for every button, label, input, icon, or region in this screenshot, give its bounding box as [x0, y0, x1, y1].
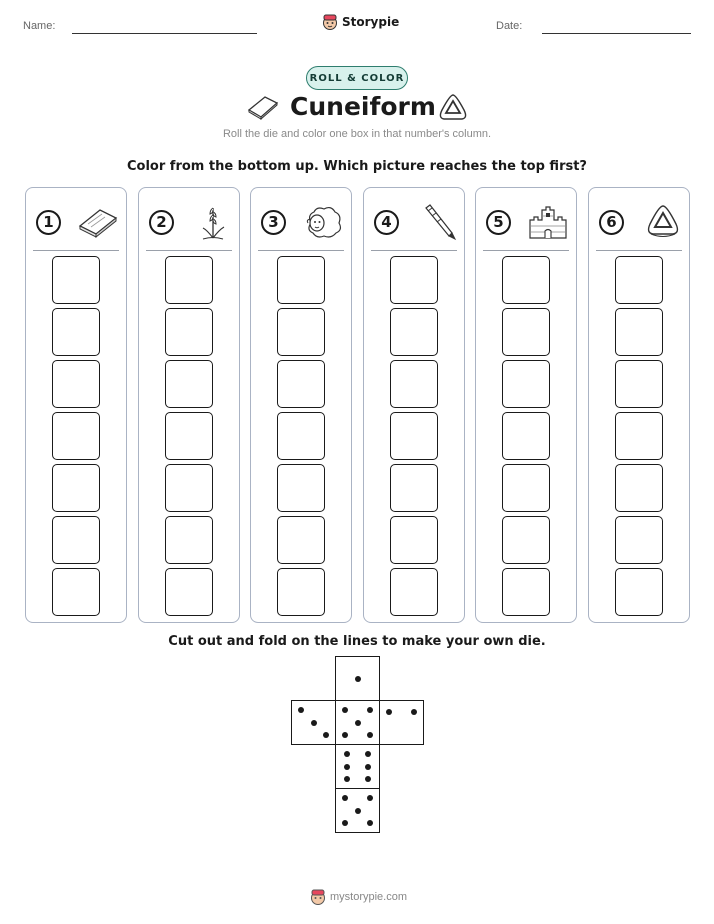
color-box[interactable]: [390, 412, 438, 460]
color-box[interactable]: [52, 360, 100, 408]
name-label: Name:: [23, 20, 56, 32]
sheep-icon: [301, 203, 345, 241]
instruction-heading: Color from the bottom up. Which picture reaches the top first?: [127, 159, 587, 174]
color-box[interactable]: [277, 568, 325, 616]
storypie-mascot-icon: [322, 13, 338, 31]
die-face-6: [335, 744, 380, 789]
color-box[interactable]: [390, 464, 438, 512]
color-box[interactable]: [502, 516, 550, 564]
column-number: 2: [149, 210, 174, 235]
color-box[interactable]: [277, 464, 325, 512]
color-box[interactable]: [52, 308, 100, 356]
color-box[interactable]: [502, 568, 550, 616]
color-box[interactable]: [615, 412, 663, 460]
column-1: [25, 187, 127, 623]
color-box[interactable]: [615, 308, 663, 356]
column-number: 5: [486, 210, 511, 235]
column-number: 4: [374, 210, 399, 235]
column-number: 1: [36, 210, 61, 235]
die-face-2: [379, 700, 424, 745]
color-box[interactable]: [390, 568, 438, 616]
date-line[interactable]: [542, 33, 691, 34]
color-box[interactable]: [52, 568, 100, 616]
column-3: [250, 187, 352, 623]
color-box[interactable]: [52, 464, 100, 512]
color-box[interactable]: [277, 256, 325, 304]
wedge-mark-icon: [436, 92, 470, 124]
column-6: [588, 187, 690, 623]
color-box[interactable]: [615, 256, 663, 304]
footer: [310, 888, 407, 906]
color-box[interactable]: [165, 360, 213, 408]
city-walls-icon: [526, 202, 570, 242]
brand-name: Storypie: [342, 15, 400, 29]
color-box[interactable]: [165, 568, 213, 616]
color-box[interactable]: [165, 412, 213, 460]
die-face-3: [291, 700, 336, 745]
clay-tablet-icon: [76, 204, 120, 240]
brand-logo: [322, 13, 399, 31]
color-box[interactable]: [615, 568, 663, 616]
color-box[interactable]: [52, 256, 100, 304]
color-box[interactable]: [390, 256, 438, 304]
color-box[interactable]: [52, 516, 100, 564]
column-4: [363, 187, 465, 623]
color-box[interactable]: [502, 360, 550, 408]
storypie-mascot-icon: [310, 888, 326, 906]
color-box[interactable]: [502, 308, 550, 356]
wedge-mark-icon: [643, 203, 683, 241]
color-box[interactable]: [52, 412, 100, 460]
color-box[interactable]: [165, 464, 213, 512]
reed-stylus-icon: [418, 202, 458, 242]
color-box[interactable]: [390, 308, 438, 356]
color-box[interactable]: [502, 256, 550, 304]
activity-badge: ROLL & COLOR: [306, 66, 408, 90]
color-box[interactable]: [390, 516, 438, 564]
die-face-4: [335, 788, 380, 833]
color-box[interactable]: [165, 256, 213, 304]
subtitle: Roll the die and color one box in that number's column.: [222, 128, 492, 140]
page-title: Cuneiform: [290, 92, 436, 121]
color-box[interactable]: [615, 464, 663, 512]
column-2: [138, 187, 240, 623]
color-box[interactable]: [165, 516, 213, 564]
reed-plant-icon: [193, 202, 233, 242]
color-box[interactable]: [615, 360, 663, 408]
color-box[interactable]: [277, 360, 325, 408]
color-box[interactable]: [502, 412, 550, 460]
clay-tablet-icon: [245, 94, 281, 120]
color-box[interactable]: [277, 412, 325, 460]
color-box[interactable]: [277, 516, 325, 564]
cut-instruction: Cut out and fold on the lines to make your own die.: [168, 634, 546, 649]
column-number: 6: [599, 210, 624, 235]
color-box[interactable]: [502, 464, 550, 512]
color-box[interactable]: [277, 308, 325, 356]
die-face-5: [335, 700, 380, 745]
color-box[interactable]: [390, 360, 438, 408]
name-line[interactable]: [72, 33, 257, 34]
column-5: [475, 187, 577, 623]
color-box[interactable]: [165, 308, 213, 356]
color-box[interactable]: [615, 516, 663, 564]
column-number: 3: [261, 210, 286, 235]
footer-url[interactable]: mystorypie.com: [330, 891, 408, 903]
die-face-1: [335, 656, 380, 701]
date-label: Date:: [496, 20, 523, 32]
